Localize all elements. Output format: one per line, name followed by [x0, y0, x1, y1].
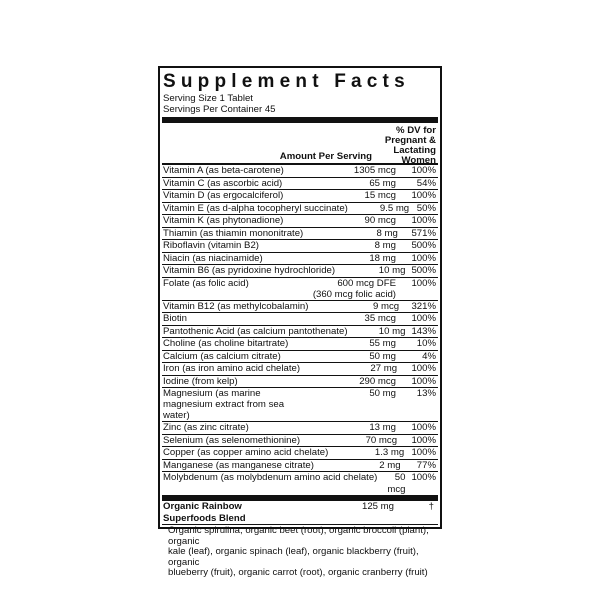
nutrient-amount: 600 mcg DFE (360 mcg folic acid) [312, 277, 396, 300]
table-row [162, 265, 438, 278]
nutrient-amount: 15 mcg [364, 190, 396, 201]
nutrient-dv: 100% [411, 472, 436, 483]
nutrient-dv: 10% [416, 338, 436, 349]
nutrient-dv: 100% [411, 313, 436, 324]
nutrient-amount: 1305 mcg [353, 165, 396, 176]
panel-title: Supplement Facts [163, 71, 410, 92]
blend-row [162, 496, 438, 525]
nutrient-name: Vitamin K (as phytonadione) [163, 215, 284, 226]
nutrient-name: Vitamin E (as d-alpha tocopheryl succinate) [163, 202, 348, 214]
table-row [162, 203, 438, 216]
nutrient-dv: 100% [411, 434, 436, 446]
table-row [162, 363, 438, 376]
nutrient-dv: 100% [411, 190, 436, 201]
nutrient-amount: 50 mg [369, 388, 396, 399]
nutrient-amount: 13 mg [369, 422, 396, 433]
blend-dv: † [428, 501, 434, 512]
nutrient-name: Thiamin (as thiamin mononitrate) [163, 227, 304, 239]
table-row [162, 351, 438, 364]
nutrient-amount: 2 mg [379, 459, 401, 471]
nutrient-amount: 35 mcg [364, 313, 396, 324]
nutrient-name: Iron (as iron amino acid chelate) [163, 363, 301, 374]
table-row [162, 435, 438, 448]
nutrient-name: Vitamin A (as beta-carotene) [163, 165, 284, 176]
nutrient-amount: 1.3 mg [374, 447, 405, 458]
nutrient-amount: 8 mg [376, 227, 398, 239]
nutrient-name: Folate (as folic acid) [163, 277, 249, 289]
nutrient-amount: 65 mg [369, 177, 396, 189]
table-row [162, 313, 438, 326]
table-row [162, 326, 438, 339]
table-row [162, 165, 438, 178]
nutrient-dv: 500% [411, 265, 436, 276]
nutrient-dv: 100% [411, 422, 436, 433]
nutrient-dv: 100% [411, 215, 436, 226]
nutrient-amount: 290 mcg [359, 375, 396, 387]
table-row [162, 447, 438, 460]
nutrient-dv: 571% [411, 227, 436, 239]
nutrient-name: Zinc (as zinc citrate) [163, 422, 249, 433]
nutrient-name: Vitamin B12 (as methylcobalamin) [163, 300, 309, 312]
nutrient-amount: 8 mg [374, 240, 396, 251]
nutrient-name: Iodine (from kelp) [163, 375, 238, 387]
nutrient-amount: 50 mcg [387, 472, 406, 495]
table-row [162, 190, 438, 203]
nutrient-dv: 100% [411, 375, 436, 387]
nutrient-dv: 100% [411, 165, 436, 176]
dv-column-header: % DV for Pregnant & Lactating Women [384, 125, 436, 166]
nutrient-name: Vitamin B6 (as pyridoxine hydrochloride) [163, 265, 336, 276]
nutrient-dv: 77% [416, 459, 436, 471]
table-row [162, 422, 438, 435]
nutrient-amount: 9.5 mg [379, 202, 410, 214]
nutrient-amount: 90 mcg [364, 215, 396, 226]
blend-amount: 125 mg [362, 501, 394, 512]
nutrient-name: Pantothenic Acid (as calcium pantothenate) [163, 325, 348, 337]
nutrient-table [162, 165, 438, 496]
serving-size: Serving Size 1 Tablet [163, 93, 253, 104]
nutrient-dv: 4% [422, 350, 436, 362]
nutrient-name: Vitamin D (as ergocalciferol) [163, 190, 284, 201]
nutrient-dv: 100% [411, 277, 436, 289]
nutrient-dv: 100% [411, 447, 436, 458]
table-row [162, 178, 438, 191]
table-row [162, 301, 438, 314]
table-row [162, 278, 438, 301]
nutrient-dv: 321% [411, 300, 436, 312]
nutrient-name: Vitamin C (as ascorbic acid) [163, 177, 283, 189]
nutrient-amount: 10 mg [378, 325, 406, 337]
nutrient-amount: 9 mcg [373, 300, 400, 312]
table-row [162, 253, 438, 266]
nutrient-name: Choline (as choline bitartrate) [163, 338, 289, 349]
table-row [162, 460, 438, 473]
blend-ingredients: Organic spirulina, organic beet (root), organic broccoli (plant), organic kale (leaf), organic spinach (leaf), organic blackberry (fruit), organic blueberry (fruit), organic carrot (root), organic cranberry (fruit) [168, 525, 429, 578]
nutrient-name: Selenium (as selenomethionine) [163, 434, 301, 446]
nutrient-dv: 13% [416, 388, 436, 399]
table-row [162, 215, 438, 228]
table-row [162, 388, 438, 422]
nutrient-amount: 18 mg [369, 252, 396, 264]
amount-column-header: Amount Per Serving [279, 151, 372, 162]
nutrient-dv: 143% [411, 325, 436, 337]
nutrient-dv: 100% [411, 363, 436, 374]
nutrient-amount: 10 mg [378, 265, 406, 276]
table-row [162, 376, 438, 389]
table-row [162, 338, 438, 351]
supplement-facts-panel [158, 66, 442, 578]
nutrient-name: Riboflavin (vitamin B2) [163, 240, 259, 251]
nutrient-name: Biotin [163, 313, 187, 324]
nutrient-amount: 27 mg [370, 363, 398, 374]
table-row [162, 228, 438, 241]
nutrient-name: Niacin (as niacinamide) [163, 252, 263, 264]
nutrient-name: Molybdenum (as molybdenum amino acid chelate) [163, 472, 378, 483]
table-row [162, 240, 438, 253]
table-row [162, 472, 438, 496]
nutrient-name: Manganese (as manganese citrate) [163, 459, 314, 471]
servings-per-container: Servings Per Container 45 [163, 104, 276, 115]
nutrient-dv: 500% [411, 240, 436, 251]
nutrient-amount: 50 mg [369, 350, 396, 362]
column-header [162, 123, 438, 166]
nutrient-amount: 70 mcg [365, 434, 398, 446]
nutrient-dv: 54% [416, 177, 436, 189]
nutrient-name: Calcium (as calcium citrate) [163, 350, 281, 362]
nutrient-amount: 55 mg [369, 338, 396, 349]
nutrient-dv: 100% [411, 252, 436, 264]
nutrient-dv: 50% [416, 202, 436, 214]
nutrient-name: Magnesium (as marine magnesium extract from sea water) [163, 388, 285, 421]
nutrient-name: Copper (as copper amino acid chelate) [163, 447, 329, 458]
blend-name: Organic Rainbow Superfoods Blend [163, 501, 246, 524]
